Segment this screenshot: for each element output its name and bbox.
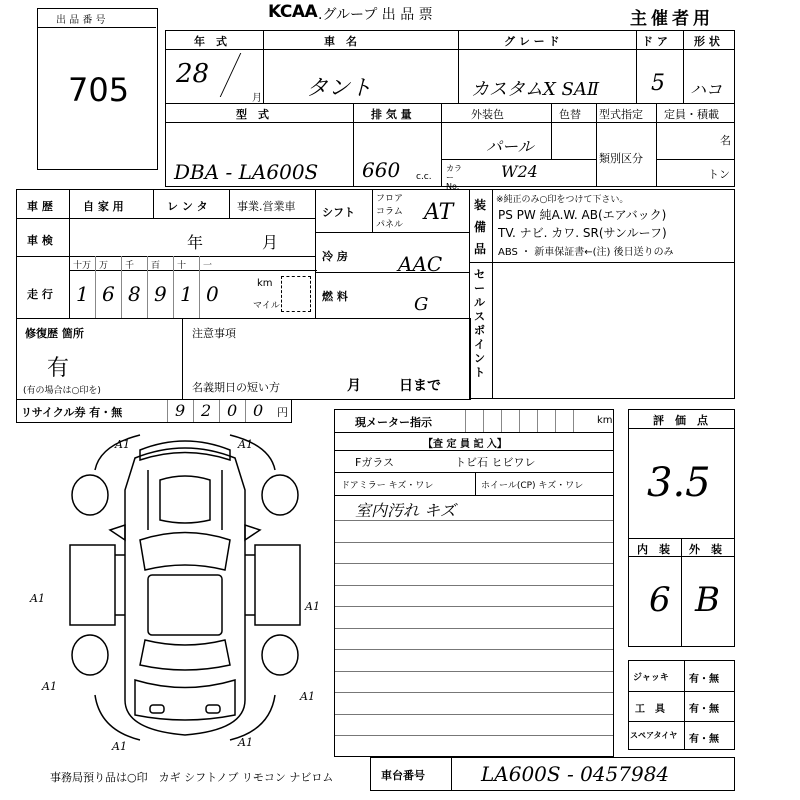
mileage-unit-label: 百 [151, 261, 161, 271]
diagram-mark-8: A1 [238, 736, 253, 749]
month-unit: 月 [252, 93, 262, 104]
name-value: タント [306, 76, 373, 101]
inspection-label: 車 検 [27, 234, 53, 247]
recycle-digit: 9 [175, 401, 186, 420]
inspector-box [334, 409, 614, 757]
colorchange-label: 色替 [559, 108, 581, 121]
history-label: 車 歴 [27, 200, 53, 213]
tools-box [628, 660, 735, 750]
equipment-label: 装備品 [474, 198, 487, 256]
model-label: 型 式 [236, 108, 269, 121]
door-label: ド ア [642, 35, 668, 48]
mileage-unit-label: 万 [99, 261, 109, 271]
spare-opts: 有・無 [689, 734, 719, 745]
equipment-note: ※純正のみ○印をつけて下さい。 [496, 195, 629, 205]
score-value: 3.5 [647, 460, 711, 506]
inspector-title: 【査 定 員 記 入】 [423, 439, 507, 450]
mile-box [281, 276, 311, 312]
jack-label: ジャッキ [633, 673, 669, 683]
colorno-label: カラー No. [446, 164, 462, 191]
footer-note: 事務局預り品は○印 カギ シフトノブ リモコン ナビロム [50, 771, 334, 784]
mileage-unit-label: 一 [203, 261, 213, 271]
spare-label: スペアタイヤ [630, 731, 678, 740]
row2-box [165, 103, 735, 191]
caution-label: 注意事項 [192, 327, 236, 340]
shortdate-label: 名義期日の短い方 [192, 381, 280, 394]
diagram-mark-4: A1 [305, 600, 320, 613]
insp-year-unit: 年 [187, 233, 204, 252]
disp-unit: c.c. [416, 172, 432, 182]
colorno-value: W24 [501, 162, 538, 181]
mileage-label: 走 行 [27, 288, 53, 301]
chassis-label: 車台番号 [381, 769, 425, 782]
year-label: 年 式 [194, 35, 227, 48]
exterior-value: B [695, 580, 720, 620]
mileage-digit: 1 [76, 282, 89, 306]
diagram-mark-3: A1 [30, 592, 45, 605]
grade-label: グ レ ー ド [504, 35, 560, 48]
door-value: 5 [651, 71, 665, 96]
history-box [16, 189, 316, 319]
exterior-label: 外 装 [689, 543, 722, 556]
fglass-label: Fガラス [355, 456, 394, 469]
history-opt-rental: レ ン タ [167, 200, 208, 213]
diagram-mark-5: A1 [42, 680, 57, 693]
equipment-line1: PS PW 純A.W. AB(エアバック) [498, 208, 667, 222]
mirror-label: ドアミラー キズ・ワレ [341, 481, 434, 491]
organizer-label: 主催者用 [630, 9, 714, 29]
insp-month-unit: 月 [262, 233, 279, 252]
meter-label: 現メーター指示 [355, 416, 432, 429]
wheel-label: ホイール(CP) キズ・ワレ [481, 481, 584, 491]
chassis-value: LA600S - 0457984 [481, 762, 670, 786]
score-box [628, 409, 735, 647]
shift-opt-column: コラム [376, 207, 403, 217]
ac-value: AAC [398, 252, 443, 276]
mileage-digit: 9 [154, 282, 167, 306]
shift-opt-panel: パネル [376, 220, 404, 230]
row1-box [165, 30, 735, 104]
mileage-digit: 0 [206, 282, 219, 306]
capacity-label: 定員・積載 [664, 108, 719, 121]
repair-box [16, 318, 471, 400]
color-value: パール [486, 137, 534, 156]
lot-box [37, 8, 158, 170]
recycle-digit: 0 [253, 401, 264, 420]
fglass-opts: トビ石 ヒビワレ [455, 456, 536, 469]
recycle-box [16, 399, 292, 423]
score-label: 評 価 点 [653, 414, 708, 427]
ac-label: 冷 房 [322, 250, 348, 263]
jack-opts: 有・無 [689, 674, 719, 685]
recycle-digit: 2 [201, 401, 212, 420]
repair-value: 有 [47, 356, 70, 381]
meter-unit: km [597, 415, 613, 426]
interior-label: 内 装 [637, 543, 670, 556]
color-label: 外装色 [471, 108, 504, 121]
equipment-box [469, 189, 735, 399]
car-diagram [40, 430, 330, 760]
disp-label: 排 気 量 [371, 108, 412, 121]
diagram-mark-2: A1 [238, 438, 253, 451]
history-opt-private: 自 家 用 [83, 200, 124, 213]
mileage-unit-label: 十 [177, 261, 187, 271]
brand-logo: KCAA [268, 2, 318, 22]
salespoint-label: セールスポイント [474, 268, 485, 379]
cap-unit-persons: 名 [720, 134, 731, 147]
mileage-unit-label: 千 [125, 261, 135, 271]
cap-unit-tons: トン [708, 168, 730, 181]
mileage-unit-label: 十万 [73, 261, 92, 271]
lot-number: 705 [68, 71, 130, 109]
name-label: 車 名 [324, 35, 357, 48]
mileage-digit: 1 [180, 282, 193, 306]
diagram-mark-7: A1 [112, 740, 127, 753]
diagram-mark-6: A1 [300, 690, 315, 703]
recycle-label: リサイクル券 有・無 [21, 406, 123, 419]
model-value: DBA - LA600S [174, 160, 319, 184]
shift-label: シフト [322, 206, 355, 219]
mileage-digit: 8 [128, 282, 141, 306]
shortdate-month: 月 [347, 378, 361, 394]
shift-box [315, 189, 470, 319]
header-title: .グループ 出 品 票 [318, 7, 433, 23]
inspector-note: 室内汚れ キズ [355, 501, 456, 520]
diagram-mark-1: A1 [115, 438, 130, 451]
shift-value: AT [424, 200, 454, 225]
shortdate-day: 日まで [399, 378, 441, 394]
recycle-digit: 0 [227, 401, 238, 420]
fuel-value: G [414, 294, 429, 315]
grade-value: カスタムX SAⅡ [471, 79, 600, 100]
tool-opts: 有・無 [689, 704, 719, 715]
class-label: 類別区分 [599, 152, 643, 165]
tool-label: 工 具 [635, 704, 665, 715]
shape-label: 形 状 [694, 35, 720, 48]
mile-label: マイル [253, 301, 280, 311]
fuel-label: 燃 料 [322, 290, 348, 303]
mileage-digit: 6 [102, 282, 115, 306]
equipment-line3: ABS ・ 新車保証書←(注) 後日送りのみ [498, 247, 674, 258]
shift-opt-floor: フロア [376, 194, 404, 204]
typecert-label: 型式指定 [599, 108, 643, 121]
repair-label: 修復歴 箇所 [25, 327, 84, 340]
km-label: km [257, 278, 273, 289]
year-value: 28 [176, 59, 210, 89]
history-opt-business: 事業.営業車 [237, 200, 296, 213]
chassis-box [370, 757, 735, 791]
shape-value: ハコ [690, 80, 723, 99]
interior-value: 6 [649, 580, 671, 620]
recycle-unit: 円 [277, 406, 288, 419]
repair-note: (有の場合は○印を) [23, 386, 101, 396]
equipment-line2: TV. ナビ. カワ. SR(サンルーフ) [498, 226, 667, 240]
disp-value: 660 [362, 158, 401, 182]
lot-label: 出 品 番 号 [56, 15, 106, 26]
